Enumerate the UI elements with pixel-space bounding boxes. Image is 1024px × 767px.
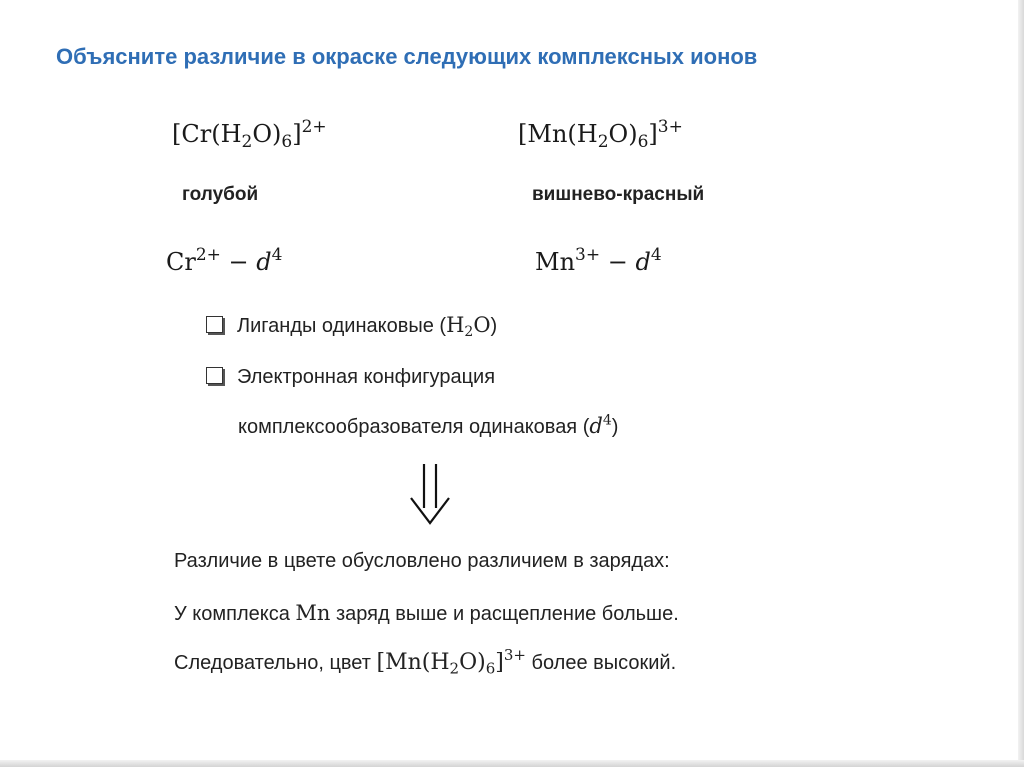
bullet-config-continuation: комплексообразователя одинаковая $(d^4)$	[238, 412, 619, 438]
complex-ion-mn: $[Mn(H_2O)_6]^{3+}$	[518, 116, 683, 153]
config-mn: $Mn^{3+} - d^4$	[535, 244, 662, 276]
checkbox-icon	[206, 316, 223, 333]
complex-ion-cr: $[Cr(H_2O)_6]^{2+}$	[172, 116, 327, 153]
conclusion-line-1: Различие в цвете обусловлено различием в зарядах:	[174, 550, 670, 572]
color-label-cr: голубой	[182, 184, 259, 205]
slide-title: Объясните различие в окраске следующих комплексных ионов	[56, 44, 758, 69]
color-label-mn: вишнево-красный	[532, 184, 705, 205]
checkbox-icon	[206, 367, 223, 384]
double-down-arrow-icon	[408, 462, 452, 526]
config-cr: $Cr^{2+} - d^4$	[166, 244, 283, 276]
conclusion-line-2: У комплекса Mn заряд выше и расщепление больше.	[174, 601, 679, 625]
bullet-ligands: Лиганды одинаковые $(H_2O)$	[206, 313, 497, 338]
slide-frame-right	[1018, 0, 1024, 767]
slide-frame-bottom	[0, 760, 1024, 767]
bullet-config: Электронная конфигурация	[206, 366, 495, 389]
conclusion-line-3: Следовательно, цвет $[Mn(H_2O)_6]^{3+}$ более высокий.	[174, 646, 677, 678]
